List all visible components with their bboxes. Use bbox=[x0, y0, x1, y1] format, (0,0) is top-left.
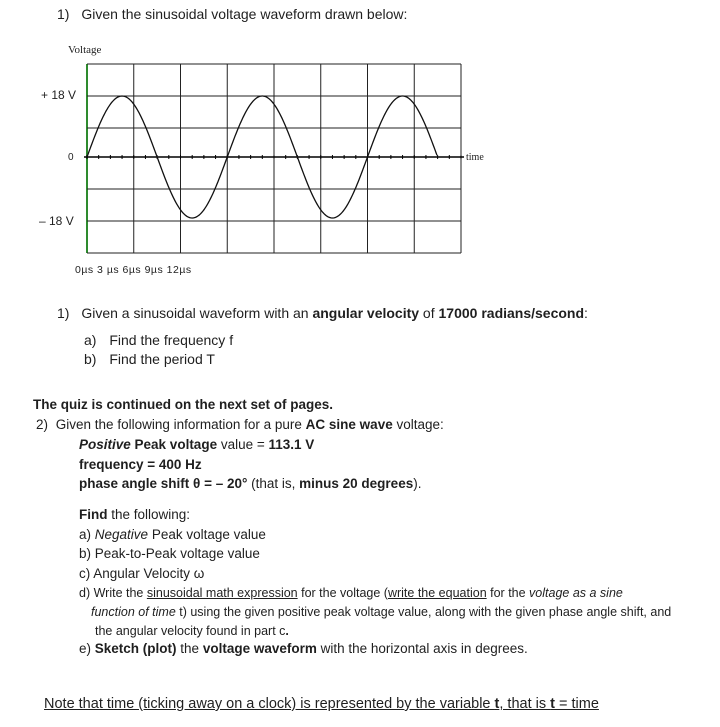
q2-phase-line bbox=[79, 476, 421, 491]
q2-phase-mid: (that is, bbox=[247, 476, 300, 491]
chart-grid bbox=[84, 64, 464, 253]
q2-d-line3-end: . bbox=[285, 624, 289, 638]
q2-frequency: frequency = 400 Hz bbox=[79, 457, 202, 472]
q1b-text-pre: Given a sinusoidal waveform with an bbox=[81, 305, 313, 321]
q2-d-underline1: sinusoidal math expression bbox=[146, 586, 298, 600]
q1b-angular-velocity: angular velocity bbox=[312, 305, 420, 321]
q1b-text-post: : bbox=[584, 305, 588, 321]
q2-d-mid: for the voltage ( bbox=[297, 586, 388, 600]
q2-phase-end: ). bbox=[413, 476, 422, 491]
q1b-item-a-text: Find the frequency f bbox=[109, 332, 234, 348]
q2-negative: Negative bbox=[94, 527, 149, 542]
note-pre: Note that time (ticking away on a clock) is represented by the variable bbox=[44, 696, 495, 712]
y-label-zero: 0 bbox=[68, 152, 74, 163]
y-axis-title: Voltage bbox=[68, 44, 102, 56]
note-mid: , that is bbox=[499, 696, 551, 712]
q2-item-e bbox=[79, 641, 528, 656]
q1b-item-a bbox=[84, 332, 233, 348]
q1b-item-b-letter: b) bbox=[84, 351, 97, 367]
q2-e-rest: with the horizontal axis in degrees. bbox=[316, 641, 528, 656]
q2-minus-20: minus 20 degrees bbox=[299, 476, 414, 491]
q2-item-a-letter: a) bbox=[79, 527, 95, 542]
note-t: t bbox=[494, 696, 500, 712]
q2-positive: Positive bbox=[79, 437, 131, 452]
q2-d-italic1: voltage as a sine bbox=[529, 586, 623, 600]
q2-item-d-line3 bbox=[95, 624, 289, 638]
q2-item-d-line1 bbox=[79, 586, 623, 600]
continued-notice: The quiz is continued on the next set of pages. bbox=[33, 397, 334, 412]
q2-find-rest: the following: bbox=[107, 507, 191, 522]
q2-intro bbox=[36, 417, 444, 432]
q1-number: 1) bbox=[57, 6, 70, 22]
q2-d-mid2: for the bbox=[486, 586, 530, 600]
q2-d-italic2: function of time bbox=[91, 605, 176, 619]
q2-find: Find bbox=[79, 507, 108, 522]
q2-item-b: b) Peak-to-Peak voltage value bbox=[79, 546, 260, 561]
q2-d-pre: d) Write the bbox=[79, 586, 147, 600]
q2-ac-sine-wave: AC sine wave bbox=[305, 417, 393, 432]
q2-item-d-line2 bbox=[91, 605, 671, 619]
q2-e-sketch: Sketch (plot) bbox=[94, 641, 177, 656]
q2-peak-line bbox=[79, 437, 314, 452]
q2-d-underline2: write the equation bbox=[387, 586, 487, 600]
q2-peak-value-pre: value = bbox=[217, 437, 269, 452]
q1b-item-b-text: Find the period T bbox=[109, 351, 215, 367]
q2-peak-value: 113.1 V bbox=[268, 437, 315, 452]
x-axis-title: time bbox=[466, 152, 484, 163]
q2-find-line bbox=[79, 507, 190, 522]
waveform-chart bbox=[0, 0, 720, 300]
q2-e-mid: the bbox=[176, 641, 203, 656]
q1b-radians-value: 17000 radians/second bbox=[438, 305, 585, 321]
q1b-text-mid: of bbox=[419, 305, 439, 321]
q2-intro-post: voltage: bbox=[392, 417, 444, 432]
note-t2: t bbox=[550, 696, 555, 712]
q2-d-line2-rest: t) using the given positive peak voltage value, along with the given phase angle shift, and bbox=[175, 605, 672, 619]
y-label-pos: + 18 V bbox=[41, 88, 77, 102]
q2-item-a bbox=[79, 527, 266, 542]
q2-number: 2) bbox=[36, 417, 49, 432]
x-tick-labels: 0µs 3 µs 6µs 9µs 12µs bbox=[75, 264, 192, 276]
q2-e-pre: e) bbox=[79, 641, 95, 656]
q2-peak-voltage: Peak voltage bbox=[130, 437, 218, 452]
q1b-line bbox=[57, 305, 588, 321]
q2-d-line3: the angular velocity found in part c bbox=[95, 624, 286, 638]
q1-text: Given the sinusoidal voltage waveform drawn below: bbox=[81, 6, 408, 22]
time-note bbox=[44, 696, 599, 712]
q2-item-a-rest: Peak voltage value bbox=[148, 527, 266, 542]
note-post: = time bbox=[555, 696, 599, 712]
q2-item-c: c) Angular Velocity ω bbox=[79, 566, 205, 581]
q1b-item-a-letter: a) bbox=[84, 332, 97, 348]
q2-phase-shift: phase angle shift θ = – 20° bbox=[79, 476, 248, 491]
q2-e-voltage-waveform: voltage waveform bbox=[202, 641, 317, 656]
q2-intro-pre: Given the following information for a pure bbox=[55, 417, 306, 432]
y-label-neg: – 18 V bbox=[39, 214, 74, 228]
q1b-item-b bbox=[84, 351, 215, 367]
q1b-number: 1) bbox=[57, 305, 70, 321]
